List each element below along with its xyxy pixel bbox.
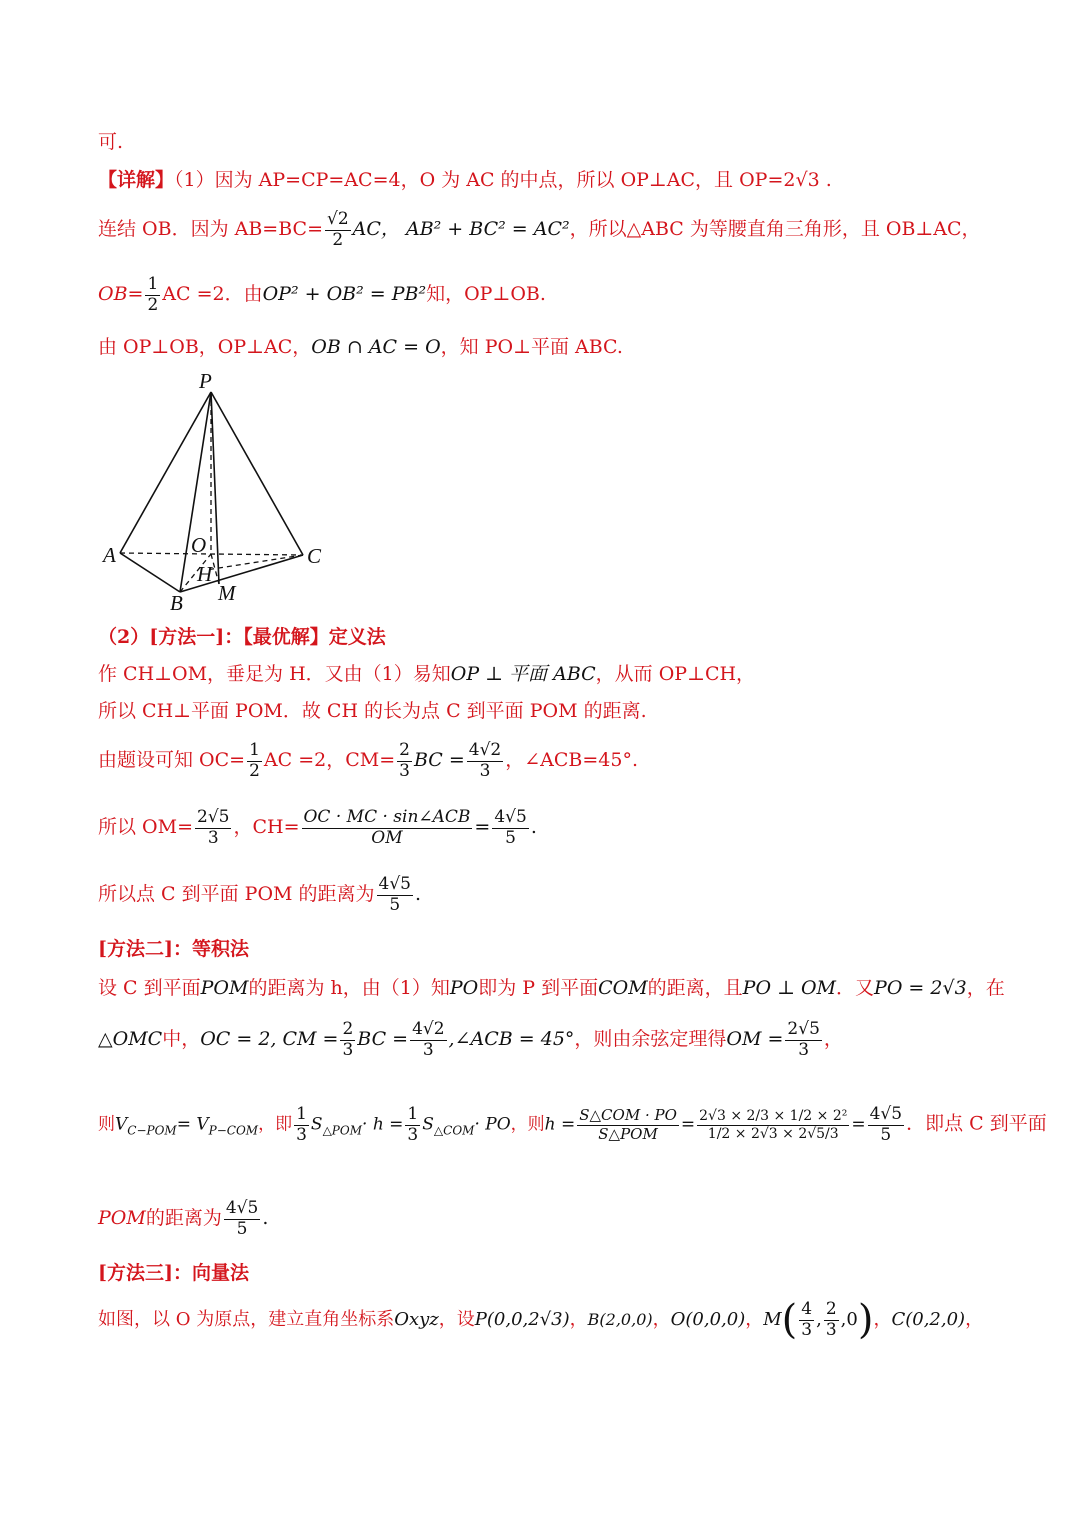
method-1-heading: （2）[方法一]：【最优解】定义法 <box>98 626 386 648</box>
fraction: $\frac{2}{3}$ <box>825 1299 837 1340</box>
pyramid-figure <box>98 370 338 620</box>
text-line: 如图，以 O 为原点，建立直角坐标系Oxyz，设P(0,0,2√3)，B(2,0,0)，O(0,0,0)，M( $\frac{4}{3}$ , $\frac{2}{3}$ ,0)，C(0,2,0)， <box>98 1297 984 1344</box>
fraction: $\frac{1}{3}$ <box>407 1104 419 1145</box>
fraction: $\frac{√2}{2}$ <box>327 209 349 250</box>
text-line: POM的距离为 $\frac{4√5}{5}$ . <box>98 1198 269 1239</box>
text-line: 则$V_{C-POM}= V_{P-COM}$，即 $\frac{1}{3}$ $S_{\triangle POM}\cdot h$ = $\frac{1}{3}$ $S_{\triangle COM}\cdot$ PO，则h = $\frac{\text{S△COM · PO}}{\text{S△POM}}$ = $\frac{\text{2√3 × 2/3 × 1/2 × 2²}}{1/2 \times 2√3 \times 2√5/3}$ = $\frac{4√5}{5}$ ．即点 C 到平面 <box>98 1104 1047 1145</box>
fraction: $\frac{4√2}{3}$ <box>468 740 502 781</box>
text-line: 【详解】（1）因为 AP=CP=AC=4，O 为 AC 的中点，所以 OP⊥AC，且 OP=2√3 . <box>98 169 832 191</box>
method-2-heading: [方法二]：等积法 <box>98 938 249 960</box>
text-line: OB= $\frac{1}{2}$ AC =2．由OP² + OB² = PB²知，OP⊥OB. <box>98 274 546 315</box>
label-P: P <box>199 370 212 393</box>
text-line: 由题设可知 OC= $\frac{1}{2}$ AC =2，CM= $\frac{2}{3}$ BC = $\frac{4√2}{3}$ ，∠ACB=45°. <box>98 740 639 781</box>
fraction: $\frac{2√5}{3}$ <box>197 807 230 848</box>
text-line: 由 OP⊥OB，OP⊥AC，OB ∩ AC = O，知 PO⊥平面 ABC. <box>98 336 623 358</box>
fraction: $\frac{1}{2}$ <box>147 274 159 315</box>
method-3-heading: [方法三]：向量法 <box>98 1262 249 1284</box>
label-H: H <box>197 562 213 586</box>
fraction: $\frac{1}{2}$ <box>249 740 260 781</box>
label-M: M <box>218 581 236 605</box>
fraction: $\frac{4√5}{5}$ <box>494 807 527 848</box>
text-line: 设 C 到平面POM的距离为 h，由（1）知PO即为 P 到平面COM的距离，且PO ⊥ OM．又PO = 2√3，在 <box>98 977 1005 999</box>
text-line: 作 CH⊥OM，垂足为 H．又由（1）易知OP ⊥ 平面 ABC，从而 OP⊥CH， <box>98 663 756 685</box>
text-line: 可. <box>98 131 124 153</box>
fraction: $\frac{4√5}{5}$ <box>869 1104 903 1145</box>
fraction: $\frac{2√5}{3}$ <box>787 1019 820 1060</box>
detail-tag: 【详解】 <box>98 169 175 191</box>
fraction: $\frac{4√5}{5}$ <box>225 1198 259 1239</box>
text-line: 所以点 C 到平面 POM 的距离为 $\frac{4√5}{5}$ . <box>98 874 422 915</box>
label-A: A <box>103 543 116 567</box>
label-O: O <box>191 533 207 557</box>
text-line: △OMC中，OC = 2, CM = $\frac{2}{3}$ BC = $\frac{4√2}{3}$ ,∠ACB = 45°，则由余弦定理得OM = $\frac{2√5}{3}$ ， <box>98 1019 843 1060</box>
fraction: $\frac{2}{3}$ <box>399 740 410 781</box>
fraction: $\frac{4√5}{5}$ <box>378 874 411 915</box>
fraction: $\frac{2}{3}$ <box>342 1019 354 1060</box>
fraction: $\frac{4}{3}$ <box>801 1299 813 1340</box>
fraction: $\frac{4√2}{3}$ <box>412 1019 445 1060</box>
text-line: 所以 OM= $\frac{2√5}{3}$ ，CH= $\frac{\text{OC · MC · sin∠ACB}}{OM}$ = $\frac{4√5}{5}$ . <box>98 807 537 848</box>
fraction: $\frac{\text{2√3 × 2/3 × 1/2 × 2²}}{1/2 \times 2√3 \times 2√5/3}$ <box>699 1108 848 1142</box>
fraction: $\frac{1}{3}$ <box>296 1104 307 1145</box>
label-B: B <box>170 591 183 615</box>
text-line: 所以 CH⊥平面 POM．故 CH 的长为点 C 到平面 POM 的距离. <box>98 700 647 722</box>
fraction: $\frac{\text{OC · MC · sin∠ACB}}{OM}$ <box>303 807 471 848</box>
fraction: $\frac{\text{S△COM · PO}}{\text{S△POM}}$ <box>579 1106 677 1143</box>
text-line: 连结 OB．因为 AB=BC= $\frac{√2}{2}$ AC， AB² + BC² = AC²，所以△ABC 为等腰直角三角形，且 OB⊥AC， <box>98 209 981 250</box>
label-C: C <box>307 544 322 568</box>
